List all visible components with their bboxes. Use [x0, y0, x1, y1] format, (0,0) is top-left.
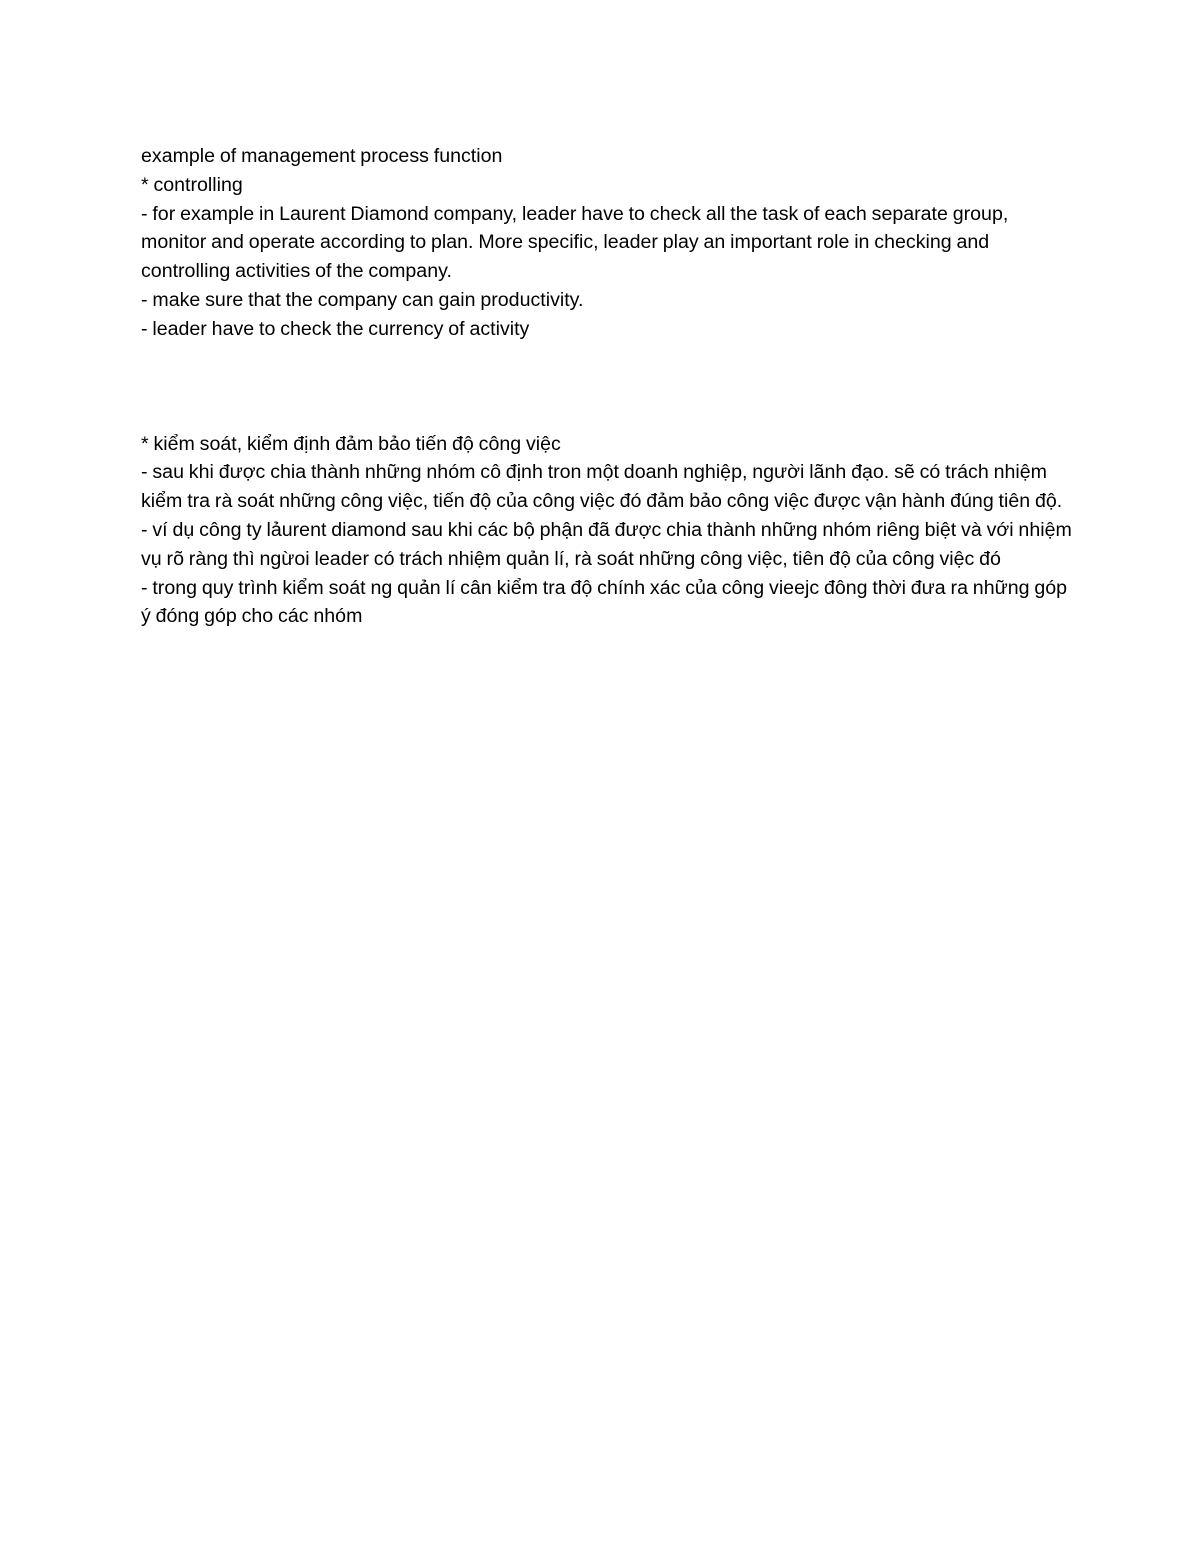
- document-body: [141, 142, 1076, 631]
- paragraph-vi-2: - ví dụ công ty lảurent diamond sau khi các bộ phận đã được chia thành những nhóm riêng biệt và với nhiệm vụ rõ ràng thì ngừoi leader có trách nhiệm quản lí, rà soát những công việc, tiên độ của công việc đó: [141, 518, 1072, 570]
- paragraph-vi-3: - trong quy trình kiểm soát ng quản lí cân kiểm tra độ chính xác của công vieejc đông thời đưa ra những góp ý đóng góp cho các nhóm: [141, 576, 1068, 628]
- paragraph-en-2: - make sure that the company can gain productivity.: [141, 288, 584, 311]
- section-heading-kiem-soat: * kiểm soát, kiểm định đảm bảo tiến độ công việc: [141, 432, 561, 455]
- blank-space: [141, 344, 1076, 430]
- paragraph-en-3: - leader have to check the currency of activity: [141, 317, 530, 340]
- section-heading-controlling: * controlling: [141, 173, 243, 196]
- paragraph-vi-1: - sau khi được chia thành những nhóm cô định tron một doanh nghiệp, người lãnh đạo. sẽ có trách nhiệm kiểm tra rà soát những công việc, tiến độ của công việc đó đảm bảo công việc được vận hành đúng tiên độ.: [141, 461, 1063, 513]
- document-title: example of management process function: [141, 145, 503, 167]
- paragraph-en-1: - for example in Laurent Diamond company, leader have to check all the task of each separate group, monitor and operate according to plan. More specific, leader play an important role in checking and controlling activities of the company.: [141, 202, 1009, 283]
